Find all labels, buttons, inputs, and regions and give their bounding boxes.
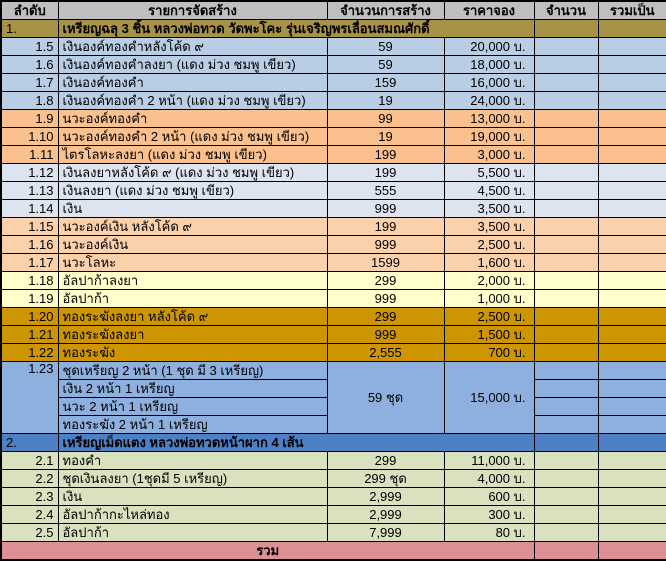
cell-total[interactable] bbox=[598, 182, 666, 200]
cell-booking-price[interactable]: 300 บ. bbox=[444, 506, 534, 524]
cell-total[interactable] bbox=[598, 74, 666, 92]
cell-item[interactable]: เงินองค์ทองคำ 2 หน้า (แดง ม่วง ชมพู เขียว) bbox=[58, 92, 327, 110]
cell-total[interactable] bbox=[598, 416, 666, 434]
cell-order[interactable]: 1.11 bbox=[1, 146, 58, 164]
cell-total[interactable] bbox=[598, 380, 666, 398]
cell-total[interactable] bbox=[598, 452, 666, 470]
cell-order[interactable]: 1.16 bbox=[1, 236, 58, 254]
cell-booking-price[interactable]: 1,000 บ. bbox=[444, 290, 534, 308]
cell-booking-price[interactable]: 80 บ. bbox=[444, 524, 534, 542]
cell-order[interactable]: 2.3 bbox=[1, 488, 58, 506]
cell-item[interactable]: นวะองค์ทองคำ bbox=[58, 110, 327, 128]
cell-amount[interactable] bbox=[534, 20, 598, 38]
cell-booking-price[interactable]: 1,500 บ. bbox=[444, 326, 534, 344]
item-row bbox=[1, 92, 666, 110]
item-row bbox=[1, 74, 666, 92]
item-row bbox=[1, 236, 666, 254]
cell-total[interactable] bbox=[598, 434, 666, 452]
item-row bbox=[1, 470, 666, 488]
cell-order[interactable]: 1.10 bbox=[1, 128, 58, 146]
cell-order[interactable]: 2.2 bbox=[1, 470, 58, 488]
cell-total[interactable] bbox=[598, 218, 666, 236]
cell-amount[interactable] bbox=[534, 308, 598, 326]
cell-order[interactable]: 1.6 bbox=[1, 56, 58, 74]
item-row bbox=[1, 128, 666, 146]
header-order[interactable]: ลำดับ bbox=[1, 1, 58, 20]
cell-booking-price[interactable]: 13,000 บ. bbox=[444, 110, 534, 128]
cell-quantity-made[interactable]: 999 bbox=[327, 236, 444, 254]
cell-item[interactable]: ชุดเหรียญ 2 หน้า (1 ชุด มี 3 เหรียญ) bbox=[58, 362, 327, 380]
cell-quantity-made[interactable]: 199 bbox=[327, 164, 444, 182]
item-row bbox=[1, 200, 666, 218]
cell-item[interactable]: เงินลงยาหลังโค้ด ๙ (แดง ม่วง ชมพู เขียว) bbox=[58, 164, 327, 182]
cell-booking-price[interactable]: 5,500 บ. bbox=[444, 164, 534, 182]
cell-order[interactable]: 1.21 bbox=[1, 326, 58, 344]
cell-item[interactable]: ทองระฆังลงยา bbox=[58, 326, 327, 344]
cell-booking-price[interactable]: 2,500 บ. bbox=[444, 308, 534, 326]
cell-order[interactable]: 1.20 bbox=[1, 308, 58, 326]
cell-quantity-made[interactable]: 199 bbox=[327, 218, 444, 236]
cell-booking-price[interactable]: 3,500 บ. bbox=[444, 218, 534, 236]
item-row bbox=[1, 56, 666, 74]
cell-booking-price[interactable]: 18,000 บ. bbox=[444, 56, 534, 74]
cell-order[interactable]: 1.12 bbox=[1, 164, 58, 182]
cell-total[interactable] bbox=[598, 470, 666, 488]
cell-item[interactable]: อัลปาก้า bbox=[58, 524, 327, 542]
header-total[interactable]: รวมเป็น bbox=[598, 1, 666, 20]
cell-section-number[interactable]: 1. bbox=[1, 20, 58, 38]
cell-total[interactable] bbox=[598, 200, 666, 218]
item-row bbox=[1, 452, 666, 470]
cell-amount[interactable] bbox=[534, 254, 598, 272]
cell-amount[interactable] bbox=[534, 110, 598, 128]
cell-booking-price[interactable]: 1,600 บ. bbox=[444, 254, 534, 272]
cell-amount[interactable] bbox=[534, 344, 598, 362]
cell-total[interactable] bbox=[598, 164, 666, 182]
cell-item[interactable]: ทองระฆัง 2 หน้า 1 เหรียญ bbox=[58, 416, 327, 434]
header-amount[interactable]: จำนวน bbox=[534, 1, 598, 20]
cell-booking-price[interactable]: 600 บ. bbox=[444, 488, 534, 506]
cell-item[interactable]: นวะโลหะ bbox=[58, 254, 327, 272]
cell-amount[interactable] bbox=[534, 272, 598, 290]
cell-item[interactable]: อัลปาก้ากะไหล่ทอง bbox=[58, 506, 327, 524]
cell-order[interactable]: 2.1 bbox=[1, 452, 58, 470]
cell-item[interactable]: เงินองค์ทองคำหลังโค้ด ๙ bbox=[58, 38, 327, 56]
cell-booking-price[interactable]: 2,500 บ. bbox=[444, 236, 534, 254]
cell-amount[interactable] bbox=[534, 416, 598, 434]
total-row bbox=[1, 542, 666, 561]
cell-quantity-made[interactable]: 199 bbox=[327, 146, 444, 164]
cell-total[interactable] bbox=[598, 542, 666, 561]
cell-amount[interactable] bbox=[534, 380, 598, 398]
cell-quantity-made[interactable]: 59 bbox=[327, 38, 444, 56]
table-header bbox=[1, 1, 666, 20]
cell-amount[interactable] bbox=[534, 362, 598, 380]
section-row bbox=[1, 20, 666, 38]
cell-order[interactable]: 1.13 bbox=[1, 182, 58, 200]
item-row bbox=[1, 110, 666, 128]
cell-total[interactable] bbox=[598, 308, 666, 326]
cell-booking-price[interactable]: 3,000 บ. bbox=[444, 146, 534, 164]
cell-item[interactable]: นวะองค์ทองคำ 2 หน้า (แดง ม่วง ชมพู เขียว) bbox=[58, 128, 327, 146]
item-row bbox=[1, 164, 666, 182]
cell-total[interactable] bbox=[598, 38, 666, 56]
cell-order[interactable]: 1.9 bbox=[1, 110, 58, 128]
cell-quantity-made[interactable]: 99 bbox=[327, 110, 444, 128]
cell-total[interactable] bbox=[598, 344, 666, 362]
cell-amount[interactable] bbox=[534, 164, 598, 182]
cell-order[interactable]: 2.4 bbox=[1, 506, 58, 524]
cell-order[interactable]: 1.7 bbox=[1, 74, 58, 92]
cell-item[interactable]: อัลปาก้า bbox=[58, 290, 327, 308]
cell-amount[interactable] bbox=[534, 74, 598, 92]
item-row bbox=[1, 182, 666, 200]
cell-item[interactable]: นวะองค์เงิน หลังโค้ด ๙ bbox=[58, 218, 327, 236]
cell-amount[interactable] bbox=[534, 182, 598, 200]
cell-total[interactable] bbox=[598, 146, 666, 164]
total-label[interactable]: รวม bbox=[1, 542, 534, 561]
item-row bbox=[1, 488, 666, 506]
cell-total[interactable] bbox=[598, 326, 666, 344]
cell-total[interactable] bbox=[598, 524, 666, 542]
cell-order[interactable]: 1.17 bbox=[1, 254, 58, 272]
item-row bbox=[1, 290, 666, 308]
cell-item[interactable]: อัลปาก้าลงยา bbox=[58, 272, 327, 290]
cell-quantity-made[interactable]: 2,555 bbox=[327, 344, 444, 362]
item-row bbox=[1, 38, 666, 56]
cell-total[interactable] bbox=[598, 56, 666, 74]
cell-order[interactable]: 1.22 bbox=[1, 344, 58, 362]
cell-item[interactable]: เงินองค์ทองคำลงยา (แดง ม่วง ชมพู เขียว) bbox=[58, 56, 327, 74]
cell-item[interactable]: เงิน bbox=[58, 200, 327, 218]
cell-amount[interactable] bbox=[534, 200, 598, 218]
item-row bbox=[1, 326, 666, 344]
cell-quantity-made[interactable]: 999 bbox=[327, 200, 444, 218]
cell-booking-price[interactable]: 20,000 บ. bbox=[444, 38, 534, 56]
cell-amount[interactable] bbox=[534, 128, 598, 146]
cell-amount[interactable] bbox=[534, 38, 598, 56]
cell-item[interactable]: เงิน bbox=[58, 488, 327, 506]
item-row bbox=[1, 344, 666, 362]
cell-total[interactable] bbox=[598, 488, 666, 506]
item-row bbox=[1, 218, 666, 236]
item-row bbox=[1, 272, 666, 290]
cell-total[interactable] bbox=[598, 110, 666, 128]
cell-item[interactable]: เงินลงยา (แดง ม่วง ชมพู เขียว) bbox=[58, 182, 327, 200]
cell-total[interactable] bbox=[598, 128, 666, 146]
cell-total[interactable] bbox=[598, 290, 666, 308]
cell-amount[interactable] bbox=[534, 290, 598, 308]
cell-total[interactable] bbox=[598, 272, 666, 290]
item-row bbox=[1, 524, 666, 542]
cell-amount[interactable] bbox=[534, 542, 598, 561]
cell-quantity-made[interactable]: 159 bbox=[327, 74, 444, 92]
item-row bbox=[1, 146, 666, 164]
cell-order[interactable]: 1.18 bbox=[1, 272, 58, 290]
cell-total[interactable] bbox=[598, 236, 666, 254]
header-booking-price[interactable]: ราคาจอง bbox=[444, 1, 534, 20]
cell-quantity-made[interactable]: 2,999 bbox=[327, 506, 444, 524]
cell-item[interactable]: ทองคำ bbox=[58, 452, 327, 470]
cell-amount[interactable] bbox=[534, 470, 598, 488]
cell-total[interactable] bbox=[598, 398, 666, 416]
cell-total[interactable] bbox=[598, 92, 666, 110]
header-quantity-made[interactable]: จำนวนการสร้าง bbox=[327, 1, 444, 20]
section-title[interactable]: เหรียญฉลุ 3 ชิ้น หลวงพ่อทวด วัดพะโคะ รุ่นเจริญพรเลื่อนสมณศักดิ์ bbox=[58, 20, 534, 38]
cell-amount[interactable] bbox=[534, 434, 598, 452]
cell-booking-price[interactable]: 2,000 บ. bbox=[444, 272, 534, 290]
cell-booking-price[interactable]: 4,000 บ. bbox=[444, 470, 534, 488]
cell-amount[interactable] bbox=[534, 56, 598, 74]
cell-quantity-made[interactable]: 59 bbox=[327, 56, 444, 74]
cell-item[interactable]: นวะ 2 หน้า 1 เหรียญ bbox=[58, 398, 327, 416]
header-item[interactable]: รายการจัดสร้าง bbox=[58, 1, 327, 20]
cell-amount[interactable] bbox=[534, 506, 598, 524]
item-row bbox=[1, 308, 666, 326]
cell-quantity-made[interactable]: 1599 bbox=[327, 254, 444, 272]
cell-quantity-made[interactable]: 999 bbox=[327, 326, 444, 344]
cell-quantity-made[interactable]: 299 bbox=[327, 272, 444, 290]
cell-booking-price[interactable]: 16,000 บ. bbox=[444, 74, 534, 92]
section-row bbox=[1, 434, 666, 452]
cell-item[interactable]: เงิน 2 หน้า 1 เหรียญ bbox=[58, 380, 327, 398]
cell-amount[interactable] bbox=[534, 524, 598, 542]
cell-booking-price[interactable]: 3,500 บ. bbox=[444, 200, 534, 218]
cell-amount[interactable] bbox=[534, 218, 598, 236]
cell-order[interactable]: 1.8 bbox=[1, 92, 58, 110]
cell-quantity-made[interactable]: 19 bbox=[327, 92, 444, 110]
cell-order[interactable]: 1.14 bbox=[1, 200, 58, 218]
cell-booking-price[interactable]: 24,000 บ. bbox=[444, 92, 534, 110]
cell-section-number[interactable]: 2. bbox=[1, 434, 58, 452]
cell-quantity-made[interactable]: 59 ชุด bbox=[327, 362, 444, 434]
cell-order[interactable]: 1.19 bbox=[1, 290, 58, 308]
cell-quantity-made[interactable]: 2,999 bbox=[327, 488, 444, 506]
cell-quantity-made[interactable]: 555 bbox=[327, 182, 444, 200]
cell-booking-price[interactable]: 15,000 บ. bbox=[444, 362, 534, 434]
item-row bbox=[1, 506, 666, 524]
cell-item[interactable]: นวะองค์เงิน bbox=[58, 236, 327, 254]
cell-total[interactable] bbox=[598, 254, 666, 272]
item-row bbox=[1, 254, 666, 272]
cell-booking-price[interactable]: 11,000 บ. bbox=[444, 452, 534, 470]
cell-order[interactable]: 2.5 bbox=[1, 524, 58, 542]
cell-quantity-made[interactable]: 299 bbox=[327, 308, 444, 326]
cell-booking-price[interactable]: 700 บ. bbox=[444, 344, 534, 362]
cell-booking-price[interactable]: 4,500 บ. bbox=[444, 182, 534, 200]
cell-quantity-made[interactable]: 19 bbox=[327, 128, 444, 146]
cell-item[interactable]: ทองระฆัง bbox=[58, 344, 327, 362]
cell-order[interactable]: 1.5 bbox=[1, 38, 58, 56]
cell-quantity-made[interactable]: 299 ชุด bbox=[327, 470, 444, 488]
cell-item[interactable]: ไตรโลหะลงยา (แดง ม่วง ชมพู เขียว) bbox=[58, 146, 327, 164]
cell-amount[interactable] bbox=[534, 92, 598, 110]
section-title[interactable]: เหรียญเม็ดแตง หลวงพ่อทวดหน้าผาก 4 เส้น bbox=[58, 434, 534, 452]
cell-amount[interactable] bbox=[534, 488, 598, 506]
cell-amount[interactable] bbox=[534, 146, 598, 164]
cell-booking-price[interactable]: 19,000 บ. bbox=[444, 128, 534, 146]
cell-amount[interactable] bbox=[534, 452, 598, 470]
cell-item[interactable]: ชุดเงินลงยา (1ชุดมี 5 เหรียญ) bbox=[58, 470, 327, 488]
cell-total[interactable] bbox=[598, 362, 666, 380]
cell-quantity-made[interactable]: 999 bbox=[327, 290, 444, 308]
cell-total[interactable] bbox=[598, 20, 666, 38]
item-row bbox=[1, 362, 666, 380]
cell-item[interactable]: ทองระฆังลงยา หลังโค้ด ๙ bbox=[58, 308, 327, 326]
cell-order[interactable]: 1.15 bbox=[1, 218, 58, 236]
table-body bbox=[1, 20, 666, 561]
cell-order[interactable]: 1.23 bbox=[1, 362, 58, 434]
cell-amount[interactable] bbox=[534, 398, 598, 416]
cell-quantity-made[interactable]: 299 bbox=[327, 452, 444, 470]
cell-amount[interactable] bbox=[534, 236, 598, 254]
cell-item[interactable]: เงินองค์ทองคำ bbox=[58, 74, 327, 92]
cell-total[interactable] bbox=[598, 506, 666, 524]
cell-quantity-made[interactable]: 7,999 bbox=[327, 524, 444, 542]
cell-amount[interactable] bbox=[534, 326, 598, 344]
